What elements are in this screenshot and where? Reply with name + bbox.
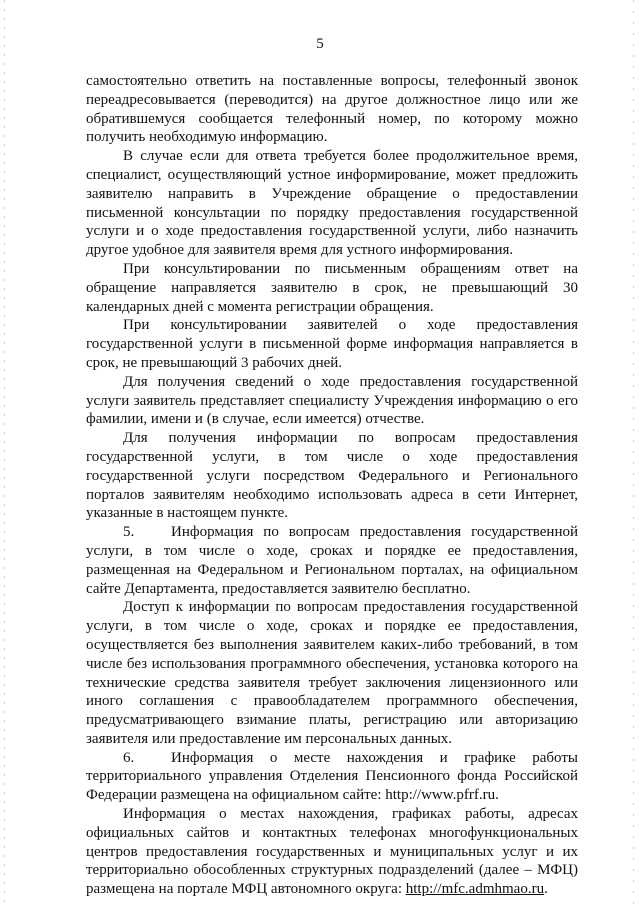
item-5-number: 5. [123, 524, 135, 541]
paragraph-mfc [86, 805, 578, 899]
document-body [86, 72, 578, 899]
paragraph-written-progress: При консультировании заявителей о ходе предоставления государственной услуги в письменной форме информация направляется в срок, не превышающий 3 рабочих дней. [86, 317, 578, 371]
paragraph-applicant-info: Для получения сведений о ходе предоставления государственной услуги заявитель представляет специалисту Учреждения информацию о его фамилии, имени и (в случае, если имеется) отчестве. [86, 373, 578, 428]
mfc-text: Информация о местах нахождения, графиках работы, адресах официальных сайтов и контактных телефонах многофункциональных центров предоставления государственных и муниципальных услуг и их территориально обособленных структурных подразделений (далее – МФЦ) размещена на портале МФЦ автономного округа: [86, 806, 578, 898]
scan-edge-left [4, 0, 5, 905]
paragraph-item-6 [86, 749, 578, 805]
paragraph-item-5 [86, 523, 578, 598]
paragraph-long-response: В случае если для ответа требуется более продолжительное время, специалист, осуществляющий устное информирование, может предложить заявителю направить в Учреждение обращение о предоставлении письменной консультации по порядку предоставления государственной услуги и о ходе предоставления государственной услуги, либо назначить другое удобное для заявителя время для устного информирования. [86, 148, 578, 259]
item-6-number: 6. [123, 749, 135, 766]
mfc-link[interactable]: http://mfc.admhmao.ru [405, 881, 545, 898]
scan-edge-right [633, 0, 634, 905]
mfc-text-end: . [544, 881, 548, 898]
paragraph-free-access: Доступ к информации по вопросам предоставления государственной услуги, в том числе о ходе, сроках и порядке ее предоставления, осуществляется без выполнения заявителем каких-либо требований, в том числе без использования программного обеспечения, установка которого на технические средства заявителя требует заключения лицензионного или иного соглашения с правообладателем программного обеспечения, предусматривающего взимание платы, регистрацию или авторизацию заявителя или предоставление им персональных данных. [86, 599, 578, 747]
item-6-text: Информация о месте нахождения и графике работы территориального управления Отделения Пенсионного фонда Российской Федерации размещена на официальном сайте: http://www.pfrf.ru. [86, 749, 578, 804]
paragraph-portals: Для получения информации по вопросам предоставления государственной услуги, в том числе о ходе предоставления государственной услуги посредством Федерального и Регионального порталов заявителям необходимо использовать адреса в сети Интернет, указанные в настоящем пункте. [86, 430, 578, 522]
paragraph-continuation: самостоятельно ответить на поставленные вопросы, телефонный звонок переадресовывается (переводится) на другое должностное лицо или же обратившемуся сообщается телефонный номер, по которому можно получить необходимую информацию. [86, 73, 578, 146]
item-5-text: Информация по вопросам предоставления государственной услуги, в том числе о ходе, сроках и порядке ее предоставления, размещенная на Федеральном и Региональном порталах, на официальном сайте Департамента, предоставляется заявителю бесплатно. [86, 524, 578, 597]
paragraph-written-consultation: При консультировании по письменным обращениям ответ на обращение направляется заявителю в срок, не превышающий 30 календарных дней с момента регистрации обращения. [86, 260, 578, 315]
page-number: 5 [316, 36, 324, 52]
